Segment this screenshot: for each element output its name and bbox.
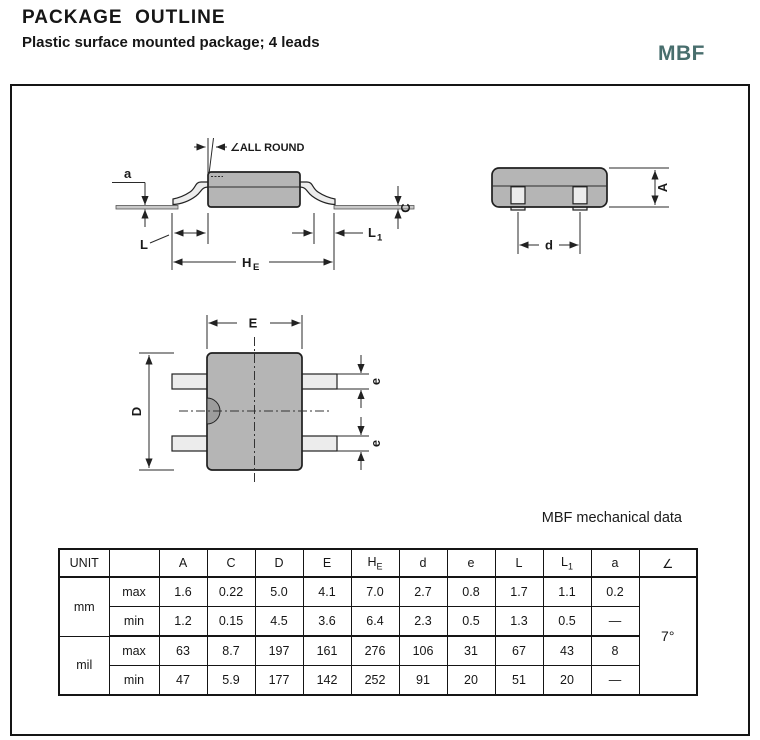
package-body-end (492, 168, 607, 207)
top-lead-left-1 (172, 374, 208, 389)
table-cell: 0.5 (447, 607, 495, 637)
dim-label-L1: L (368, 225, 376, 240)
lead-left (173, 182, 209, 205)
table-cell: 177 (255, 666, 303, 696)
table-cell: 1.2 (159, 607, 207, 637)
table-cell: 8 (591, 636, 639, 666)
table-cell: 2.7 (399, 577, 447, 607)
table-cell: 197 (255, 636, 303, 666)
lead-right (299, 182, 335, 205)
col-A: A (159, 549, 207, 577)
table-cell: 0.5 (543, 607, 591, 637)
top-lead-right-1 (301, 374, 337, 389)
dim-label-L1-sub: 1 (377, 232, 383, 244)
table-cell: 1.6 (159, 577, 207, 607)
table-cell: 20 (447, 666, 495, 696)
dim-label-HE: H (242, 255, 252, 270)
table-cell: 4.1 (303, 577, 351, 607)
table-cell: 252 (351, 666, 399, 696)
table-cell: 161 (303, 636, 351, 666)
package-body-side (208, 172, 300, 207)
table-cell: 0.15 (207, 607, 255, 637)
outline-drawing-frame (10, 84, 750, 736)
table-cell: 47 (159, 666, 207, 696)
top-lead-right-2 (301, 436, 337, 451)
col-a: a (591, 549, 639, 577)
side-view (112, 138, 414, 273)
table-cell: 43 (543, 636, 591, 666)
unit-mil: mil (59, 636, 109, 695)
end-lead-right-foot (573, 187, 587, 204)
table-cell: — (591, 607, 639, 637)
limit-label: max (109, 636, 159, 666)
limit-label: min (109, 607, 159, 637)
dim-label-L: L (140, 237, 148, 252)
limit-header-blank (109, 549, 159, 577)
dim-label-e-top: e (368, 377, 383, 386)
col-e: e (447, 549, 495, 577)
dim-label-C: C (398, 203, 413, 213)
dim-label-HE-sub: E (253, 262, 260, 273)
package-outline-drawing (12, 86, 746, 520)
top-view (129, 315, 383, 485)
page-subtitle: Plastic surface mounted package; 4 leads (22, 34, 320, 51)
limit-label: max (109, 577, 159, 607)
table-row-mil-min (59, 666, 697, 696)
end-lead-left-foot (511, 187, 525, 204)
col-angle: ∠ (639, 549, 697, 577)
table-cell: 276 (351, 636, 399, 666)
table-cell: 8.7 (207, 636, 255, 666)
table-cell: 5.0 (255, 577, 303, 607)
unit-header: UNIT (59, 549, 109, 577)
table-cell: 142 (303, 666, 351, 696)
col-L1: $L_1$ (543, 549, 591, 577)
dim-label-a: a (124, 166, 132, 181)
table-cell: 5.9 (207, 666, 255, 696)
dim-label-d: d (545, 237, 553, 253)
seating-plane-left (116, 206, 178, 210)
package-name-label: MBF (658, 42, 705, 65)
table-cell: 0.2 (591, 577, 639, 607)
mechanical-data-table (58, 548, 698, 696)
table-cell: 2.3 (399, 607, 447, 637)
table-cell: 20 (543, 666, 591, 696)
mechanical-data-caption: MBF mechanical data (541, 510, 682, 526)
table-cell: 63 (159, 636, 207, 666)
table-cell: 67 (495, 636, 543, 666)
table-cell: 91 (399, 666, 447, 696)
all-round-label: ∠ALL ROUND (230, 142, 305, 154)
angle-line-2 (209, 138, 214, 174)
unit-mm: mm (59, 577, 109, 636)
table-cell: 106 (399, 636, 447, 666)
top-lead-left-2 (172, 436, 208, 451)
table-header-row (59, 549, 697, 577)
col-HE: $H_E$ (351, 549, 399, 577)
table-cell: 7.0 (351, 577, 399, 607)
table-row-mil-max (59, 636, 697, 666)
col-d: d (399, 549, 447, 577)
dim-label-E: E (248, 315, 258, 331)
angle-value-cell: 7° (639, 577, 697, 695)
col-C: C (207, 549, 255, 577)
dim-label-e-bottom: e (368, 439, 383, 448)
table-cell: 51 (495, 666, 543, 696)
dim-label-A: A (655, 182, 670, 193)
table-row-mm-min (59, 607, 697, 637)
limit-label: min (109, 666, 159, 696)
end-view (492, 168, 670, 254)
table-cell: 1.7 (495, 577, 543, 607)
table-cell: 0.8 (447, 577, 495, 607)
table-row-mm-max (59, 577, 697, 607)
table-cell: 1.1 (543, 577, 591, 607)
col-E: E (303, 549, 351, 577)
table-cell: 1.3 (495, 607, 543, 637)
dim-label-D: D (129, 406, 144, 417)
page-title: PACKAGE OUTLINE (22, 7, 226, 28)
col-D: D (255, 549, 303, 577)
table-cell: — (591, 666, 639, 696)
L-leader-line (150, 235, 169, 243)
table-cell: 0.22 (207, 577, 255, 607)
table-cell: 6.4 (351, 607, 399, 637)
col-L: L (495, 549, 543, 577)
table-cell: 31 (447, 636, 495, 666)
table-cell: 4.5 (255, 607, 303, 637)
table-cell: 3.6 (303, 607, 351, 637)
